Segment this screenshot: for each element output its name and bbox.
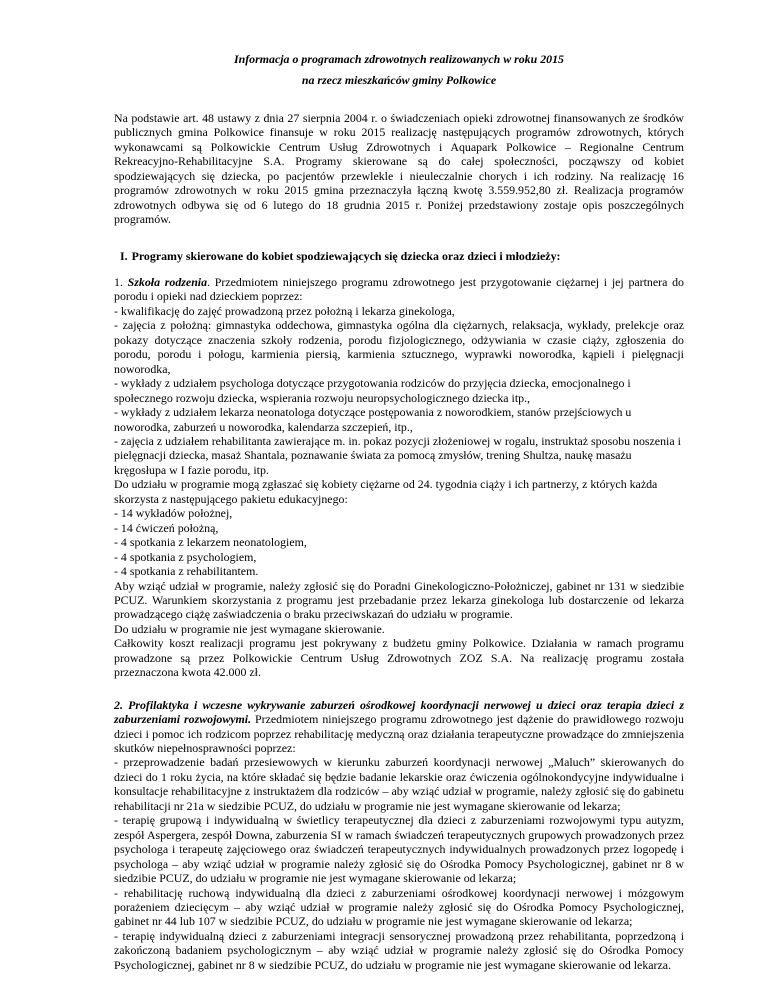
program-1-funding: Całkowity koszt realizacji programu jest pokrywany z budżetu gminy Polkowice. Działania w ramach programu prowadzone są przez Polkowickie Centrum Usług Zdrowotnych ZOZ S.A. Na realizację programu została przeznaczona kwota 42.000 zł.	[114, 636, 684, 680]
program-1-opening	[114, 275, 684, 304]
program-1-number: 1.	[114, 274, 128, 289]
section-heading	[114, 249, 684, 263]
program-1-opening-text: . Przedmiotem niniejszego programu zdrowotnego jest przygotowanie ciężarnej i jej partnera do porodu i opieki nad dzieckiem poprzez:	[114, 274, 685, 304]
list-item: - kwalifikację do zajęć prowadzoną przez położną i lekarza ginekologa,	[114, 303, 455, 318]
program-2-opening-text: Przedmiotem niniejszego programu zdrowotnego jest dążenie do prawidłowego rozwoju dzieci i pomoc ich rodzicom poprzez rehabilitację medyczną oraz działania terapeutyczne prowadzące do zmniejszenia skutków niepełnosprawności poprzez:	[114, 712, 684, 756]
document-title: Informacja o programach zdrowotnych realizowanych w roku 2015	[233, 52, 564, 66]
package-item: - 4 spotkania z psychologiem,	[114, 549, 257, 564]
program-1-referral: Do udziału w programie nie jest wymagane skierowanie.	[114, 621, 385, 636]
program-1	[114, 275, 684, 680]
program-1-name: Szkoła rodzenia	[127, 274, 208, 289]
package-item: - 14 wykładów położnej,	[114, 506, 233, 521]
list-item: - wykłady z udziałem psychologa dotyczące przygotowania rodziców do przyjęcia dziecka, emocjonalnego i społecznego rozwoju dziecka, wspierania rozwoju neuropsychologicznego dziecka itp.,	[114, 376, 631, 405]
list-item: - przeprowadzenie badań przesiewowych w kierunku zaburzeń koordynacji nerwowej „Maluch” skierowanych do dzieci do 1 roku życia, na które składać się będzie badanie lekarskie oraz ćwiczenia ogólnokondycyjne indywidualne i konsultacje rehabilitacyjne z instruktażem dla rodziców – aby wziąć udział w programie, należy zgłosić się do gabinetu rehabilitacji nr 21a w siedzibie PCUZ, do udziału w programie nie jest wymagane skierowanie od lekarza;	[114, 755, 684, 813]
program-1-eligibility: Do udziału w programie mogą zgłaszać się kobiety ciężarne od 24. tygodnia ciąży i ich partnerzy, z których każda skorzysta z następującego pakietu edukacyjnego:	[114, 477, 658, 506]
document-subtitle: na rzecz mieszkańców gminy Polkowice	[301, 73, 497, 88]
program-1-enrollment: Aby wziąć udział w programie, należy zgłosić się do Poradni Ginekologiczno-Położniczej, gabinet nr 131 w siedzibie PCUZ. Warunkiem skorzystania z programu jest przebadanie przez lekarza ginekologa lub dostarczenie od lekarza prowadzącego ciążę zaświadczenia o braku przeciwskazań do udziału w programie.	[114, 578, 684, 622]
list-item: - zajęcia z udziałem rehabilitanta zawierające m. in. pokaz pozycji złożeniowej w rogalu, instruktaż sposobu noszenia i pielęgnacji dziecka, masaż Shantala, poznawanie świata za pomocą zmysłów, trening Shultza, naukę masażu kręgosłupa w I fazie porodu, itp.	[114, 433, 681, 477]
package-item: - 4 spotkania z rehabilitantem.	[114, 564, 259, 579]
section-heading-text: Programy skierowane do kobiet spodziewających się dziecka oraz dzieci i młodzieży:	[131, 248, 561, 263]
program-2-name: Profilaktyka i wczesne wykrywanie zaburzeń ośrodkowej koordynacji nerwowej u dzieci oraz terapia dzieci z zaburzeniami rozwojowymi.	[114, 697, 684, 727]
program-2-number: 2.	[114, 697, 129, 712]
list-item: - zajęcia z położną: gimnastyka oddechowa, gimnastyka ogólna dla ciężarnych, relaksacja, wykłady, prelekcje oraz pokazy dotyczące znaczenia szkoły rodzenia, porodu fizjologicznego, odżywiania w czasie ciąży, zgłoszenia do porodu, porodu i połogu, karmienia piersią, karmienia sztucznego, wyprawki noworodka, kąpieli i pielęgnacji noworodka,	[114, 318, 684, 376]
section-number: I.	[120, 248, 128, 263]
list-item: - wykłady z udziałem lekarza neonatologa dotyczące postępowania z noworodkiem, stanów przejściowych u noworodka, zaburzeń u noworodka, kalendarza szczepień, itp.,	[114, 405, 632, 434]
program-2	[114, 698, 684, 973]
list-item: - rehabilitację ruchową indywidualną dla dzieci z zaburzeniami ośrodkowej koordynacji nerwowej i mózgowym porażeniem dziecięcym – aby wziąć udział w programie należy zgłosić się do Ośrodka Pomocy Psychologicznej, gabinet nr 44 lub 107 w siedzibie PCUZ, do udziału w programie nie jest wymagane skierowanie od lekarza;	[114, 885, 684, 929]
package-item: - 14 ćwiczeń położną,	[114, 520, 219, 535]
package-item: - 4 spotkania z lekarzem neonatologiem,	[114, 535, 307, 550]
list-item: - terapię grupową i indywidualną w świetlicy terapeutycznej dla dzieci z zaburzeniami rozwojowymi typu autyzm, zespół Aspergera, zespół Downa, zaburzenia SI w ramach świadczeń terapeutycznych grupowych prowadzonych przez psychologa i terapeutę zajęciowego oraz świadczeń terapeutycznych indywidualnych prowadzonych przez logopedę i psychologa – aby wziąć udział w programie należy zgłosić się do Ośrodka Pomocy Psychologicznej, gabinet nr 8 w siedzibie PCUZ, do udziału w programie nie jest wymagane skierowanie od lekarza;	[114, 813, 684, 886]
intro-paragraph: Na podstawie art. 48 ustawy z dnia 27 sierpnia 2004 r. o świadczeniach opieki zdrowotnej finansowanych ze środków publicznych gmina Polkowice finansuje w roku 2015 realizację następujących programów zdrowotnych, których wykonawcami są Polkowickie Centrum Usług Zdrowotnych i Aquapark Polkowice – Regionalne Centrum Rekreacyjno-Rehabilitacyjne S.A. Programy skierowane są do całej społeczności, począwszy od kobiet spodziewających się dziecka, po pacjentów przewlekle i nieuleczalnie chorych i ich rodziny. Na realizację 16 programów zdrowotnych w roku 2015 gmina przeznaczyła łączną kwotę 3.559.952,80 zł. Realizacja programów zdrowotnych odbywa się od 6 lutego do 18 grudnia 2015 r. Poniżej przedstawiony zostaje opis poszczególnych programów.	[114, 110, 684, 227]
program-2-opening	[114, 698, 684, 756]
list-item: - terapię indywidualną dzieci z zaburzeniami integracji sensorycznej prowadzoną przez rehabilitanta, poprzedzoną i zakończoną badaniem psychologicznym – aby wziąć udział w programie należy zgłosić się do Ośrodka Pomocy Psychologicznej, gabinet nr 8 w siedzibie PCUZ, do udziału w programie nie jest wymagane skierowanie od lekarza.	[114, 928, 684, 972]
